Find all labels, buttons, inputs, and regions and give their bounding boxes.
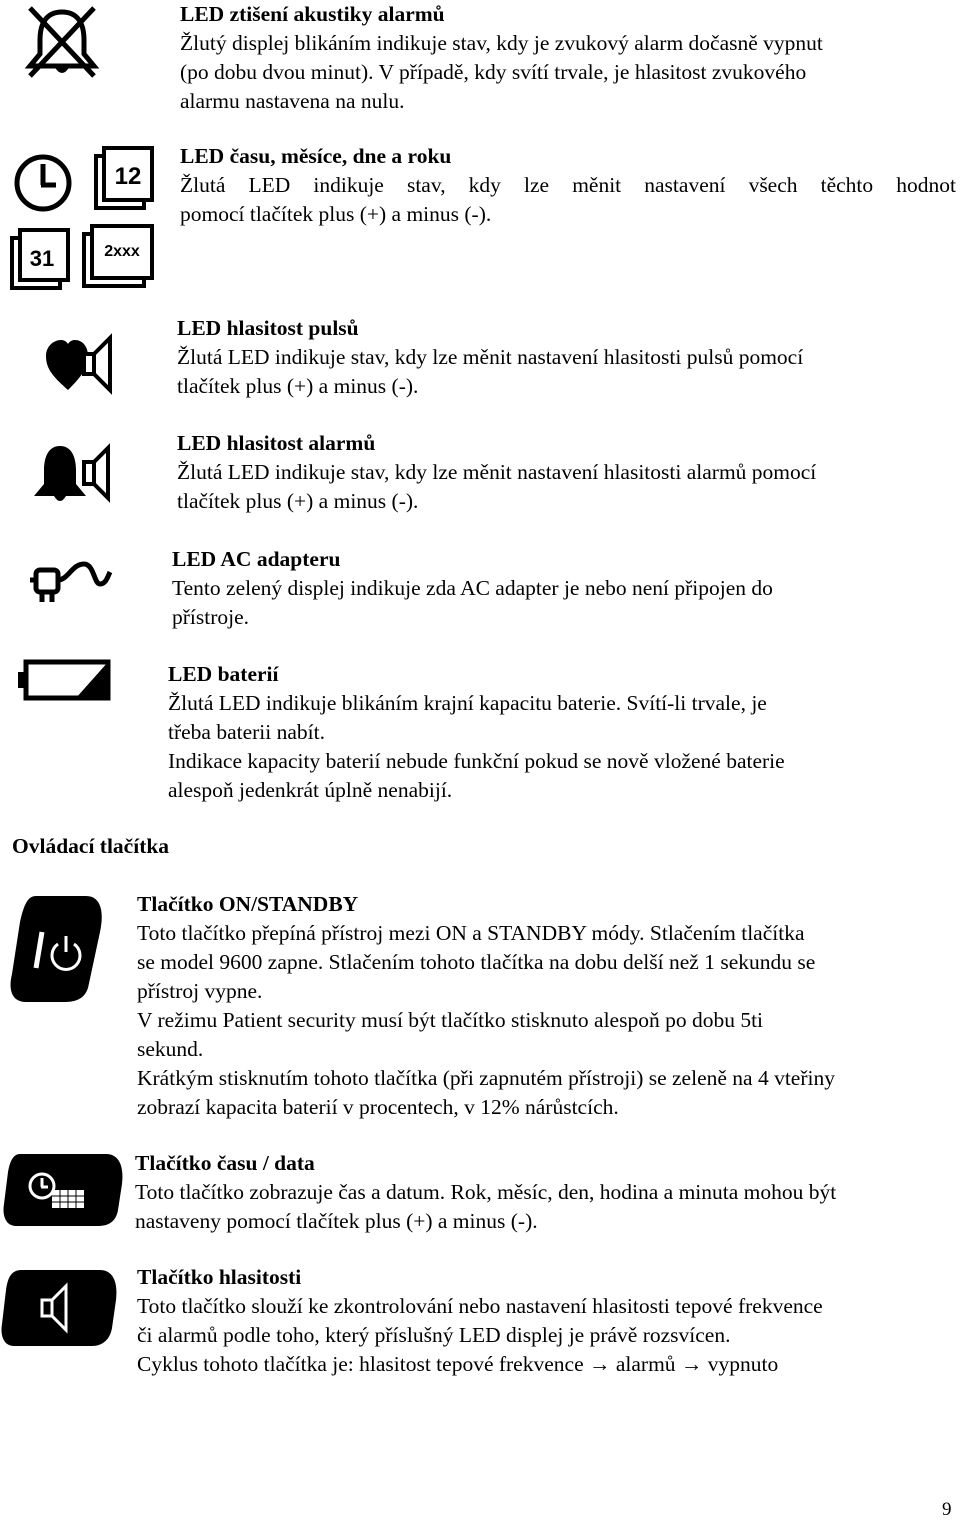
button-time-date-title: Tlačítko času / data — [135, 1151, 315, 1175]
text-line: pomocí tlačítek plus (+) a minus (-). — [180, 202, 492, 226]
led-ac-adapter-title: LED AC adapteru — [172, 547, 341, 571]
day-31-label: 31 — [29, 246, 55, 271]
text-line: přístroj vypne. — [137, 979, 263, 1003]
day-31-icon — [8, 228, 72, 292]
text-line: alespoň jedenkrát úplně nenabijí. — [168, 778, 453, 802]
text-line: se model 9600 zapne. Stlačením tohoto tlačítka na dobu delší než 1 sekundu se — [137, 950, 816, 974]
led-pulse-volume-block — [177, 314, 803, 401]
clock-icon — [12, 152, 74, 214]
button-on-standby-block — [137, 890, 835, 1122]
led-alarm-silence-title: LED ztišení akustiky alarmů — [180, 2, 445, 26]
led-alarm-volume-title: LED hlasitost alarmů — [177, 431, 376, 455]
button-time-date-block — [135, 1149, 836, 1236]
text-line: Toto tlačítko přepíná přístroj mezi ON a STANDBY módy. Stlačením tlačítka — [137, 921, 805, 945]
year-icon — [80, 222, 156, 290]
power-standby-icon — [8, 892, 104, 1004]
button-on-standby-title: Tlačítko ON/STANDBY — [137, 892, 359, 916]
text-line: třeba baterii nabít. — [168, 720, 325, 744]
month-12-icon — [92, 146, 156, 212]
pulse-volume-icon — [44, 332, 116, 396]
led-time-date-title: LED času, měsíce, dne a roku — [180, 144, 452, 168]
battery-icon — [16, 658, 112, 702]
text-line: Žlutá LED indikuje stav, kdy lze měnit nastavení všech těchto hodnot — [180, 173, 956, 197]
text-line: Cyklus tohoto tlačítka je: hlasitost tepové frekvence → alarmů → vypnuto — [137, 1352, 779, 1376]
button-volume-title: Tlačítko hlasitosti — [137, 1265, 302, 1289]
text-line: přístroje. — [172, 605, 250, 629]
text-line: Tento zelený displej indikuje zda AC adapter je nebo není připojen do — [172, 576, 773, 600]
text-line: zobrazí kapacita baterií v procentech, v 12% nárůstcích. — [137, 1095, 619, 1119]
led-time-date-block — [180, 142, 956, 229]
alarm-silence-icon — [18, 2, 106, 82]
led-battery-title: LED baterií — [168, 662, 279, 686]
text-line: (po dobu dvou minut). V případě, kdy svítí trvale, je hlasitost zvukového — [180, 60, 807, 84]
alarm-volume-icon — [32, 440, 112, 506]
text-line: tlačítek plus (+) a minus (-). — [177, 489, 419, 513]
led-ac-adapter-block — [172, 545, 773, 632]
text-line: V režimu Patient security musí být tlačítko stisknuto alespoň po dobu 5ti — [137, 1008, 764, 1032]
year-label: 2xxx — [104, 243, 140, 260]
speaker-icon — [0, 1266, 118, 1350]
led-alarm-silence-block — [180, 0, 823, 116]
button-volume-block — [137, 1263, 823, 1379]
text-line: Žlutá LED indikuje stav, kdy lze měnit nastavení hlasitosti pulsů pomocí — [177, 345, 804, 369]
text-line: sekund. — [137, 1037, 204, 1061]
text-line: Žlutá LED indikuje blikáním krajní kapacitu baterie. Svítí-li trvale, je — [168, 691, 767, 715]
month-12-label: 12 — [114, 163, 142, 190]
ac-plug-icon — [28, 558, 114, 606]
controls-heading: Ovládací tlačítka — [12, 834, 170, 858]
text-line: alarmu nastavena na nulu. — [180, 89, 405, 113]
led-battery-block — [168, 660, 785, 805]
text-line: Toto tlačítko slouží ke zkontrolování nebo nastavení hlasitosti tepové frekvence — [137, 1294, 823, 1318]
text-line: nastaveny pomocí tlačítek plus (+) a minus (-). — [135, 1209, 538, 1233]
text-line: Indikace kapacity baterií nebude funkční pokud se nově vložené baterie — [168, 749, 785, 773]
text-line: Žlutý displej blikáním indikuje stav, kdy je zvukový alarm dočasně vypnut — [180, 31, 823, 55]
text-line: Toto tlačítko zobrazuje čas a datum. Rok, měsíc, den, hodina a minuta mohou být — [135, 1180, 837, 1204]
clock-calendar-icon — [2, 1150, 124, 1230]
text-line: tlačítek plus (+) a minus (-). — [177, 374, 419, 398]
text-line: Žlutá LED indikuje stav, kdy lze měnit nastavení hlasitosti alarmů pomocí — [177, 460, 817, 484]
led-pulse-volume-title: LED hlasitost pulsů — [177, 316, 359, 340]
text-line: či alarmů podle toho, který příslušný LED displej je právě rozsvícen. — [137, 1323, 731, 1347]
page-number: 9 — [942, 1499, 952, 1520]
text-line: Krátkým stisknutím tohoto tlačítka (při zapnutém přístroji) se zeleně na 4 vteřiny — [137, 1066, 835, 1090]
led-alarm-volume-block — [177, 429, 816, 516]
